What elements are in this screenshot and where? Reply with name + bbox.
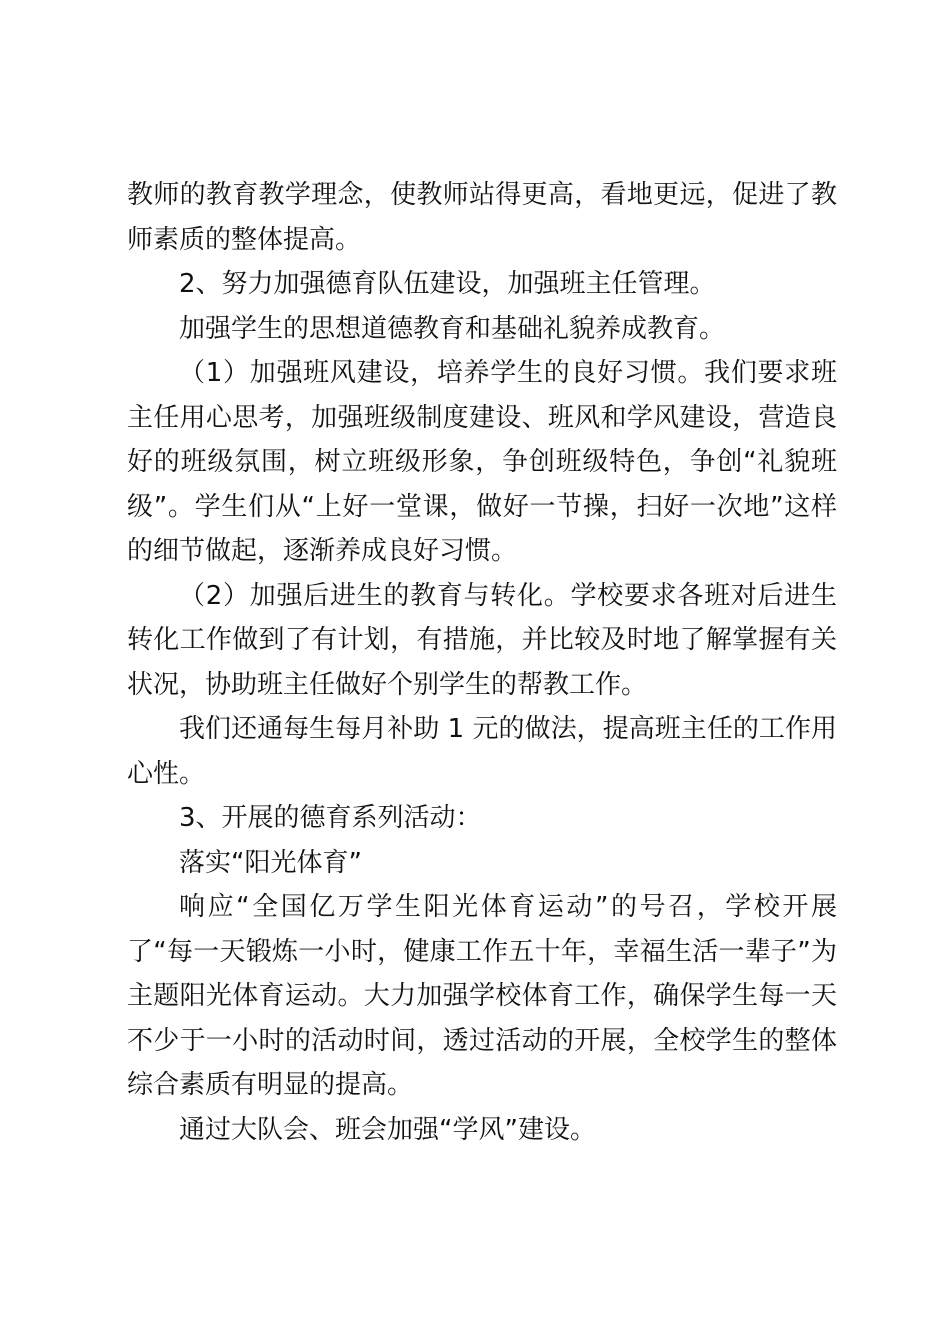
heading-moral-team: 2、努力加强德育队伍建设，加强班主任管理。	[179, 269, 716, 299]
heading-moral-activities: 3、开展的德育系列活动：	[179, 803, 482, 833]
paragraph-study-style: 通过大队会、班会加强“学风”建设。	[179, 1114, 596, 1145]
paragraph-moral-education: 加强学生的思想道德教育和基础礼貌养成教育。	[179, 313, 726, 344]
paragraph-teacher-quality: 教师的教育教学理念，使教师站得更高，看地更远，促进了教师素质的整体提高。	[127, 180, 837, 255]
subheading-sunshine-sports: 落实“阳光体育”	[179, 847, 362, 878]
paragraph-underachievers: （2）加强后进生的教育与转化。学校要求各班对后进生转化工作做到了有计划，有措施，并比较及时地了解掌握有关状况，协助班主任做好个别学生的帮教工作。	[127, 580, 837, 700]
document-body	[127, 173, 837, 1152]
paragraph-subsidy: 我们还通每生每月补助 1 元的做法，提高班主任的工作用心性。	[127, 714, 837, 789]
paragraph-class-style: （1）加强班风建设，培养学生的良好习惯。我们要求班主任用心思考，加强班级制度建设、班风和学风建设，营造良好的班级氛围，树立班级形象，争创班级特色，争创“礼貌班级”。学生们从“上好一堂课，做好一节操，扫好一次地”这样的细节做起，逐渐养成良好习惯。	[127, 358, 837, 566]
paragraph-sunshine-sports: 响应“全国亿万学生阳光体育运动”的号召，学校开展了“每一天锻炼一小时，健康工作五十年，幸福生活一辈子”为主题阳光体育运动。大力加强学校体育工作，确保学生每一天不少于一小时的活动时间，透过活动的开展，全校学生的整体综合素质有明显的提高。	[127, 892, 837, 1100]
